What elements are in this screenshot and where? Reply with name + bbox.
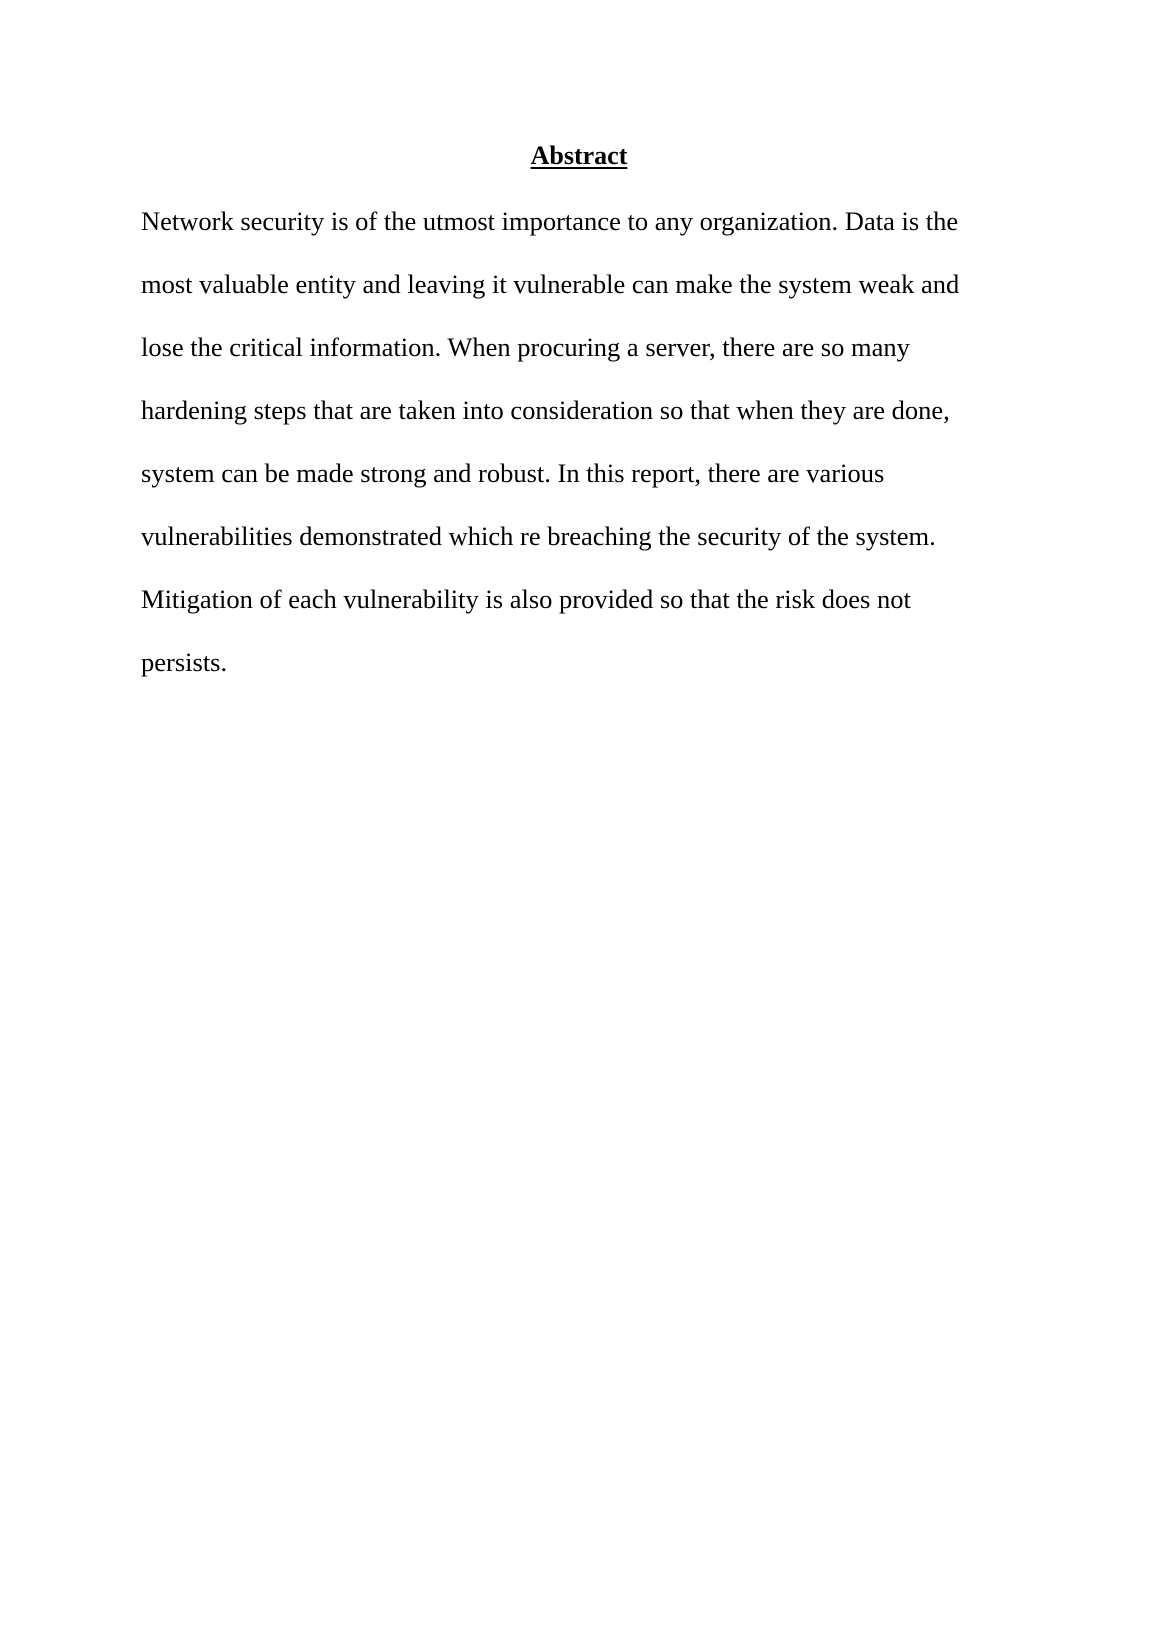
paragraph-line: vulnerabilities demonstrated which re breaching the security of the system. bbox=[141, 521, 936, 551]
paragraph-line: persists. bbox=[141, 647, 228, 677]
abstract-paragraph bbox=[141, 190, 1021, 694]
paragraph-line: lose the critical information. When procuring a server, there are so many bbox=[141, 332, 910, 362]
abstract-heading: Abstract bbox=[530, 141, 628, 170]
paragraph-line: Network security is of the utmost importance to any organization. Data is the bbox=[141, 206, 959, 236]
paragraph-line: hardening steps that are taken into consideration so that when they are done, bbox=[141, 395, 950, 425]
paragraph-line: Mitigation of each vulnerability is also provided so that the risk does not bbox=[141, 584, 911, 614]
paragraph-line: most valuable entity and leaving it vulnerable can make the system weak and bbox=[141, 269, 960, 299]
paragraph-line: system can be made strong and robust. In this report, there are various bbox=[141, 458, 885, 488]
